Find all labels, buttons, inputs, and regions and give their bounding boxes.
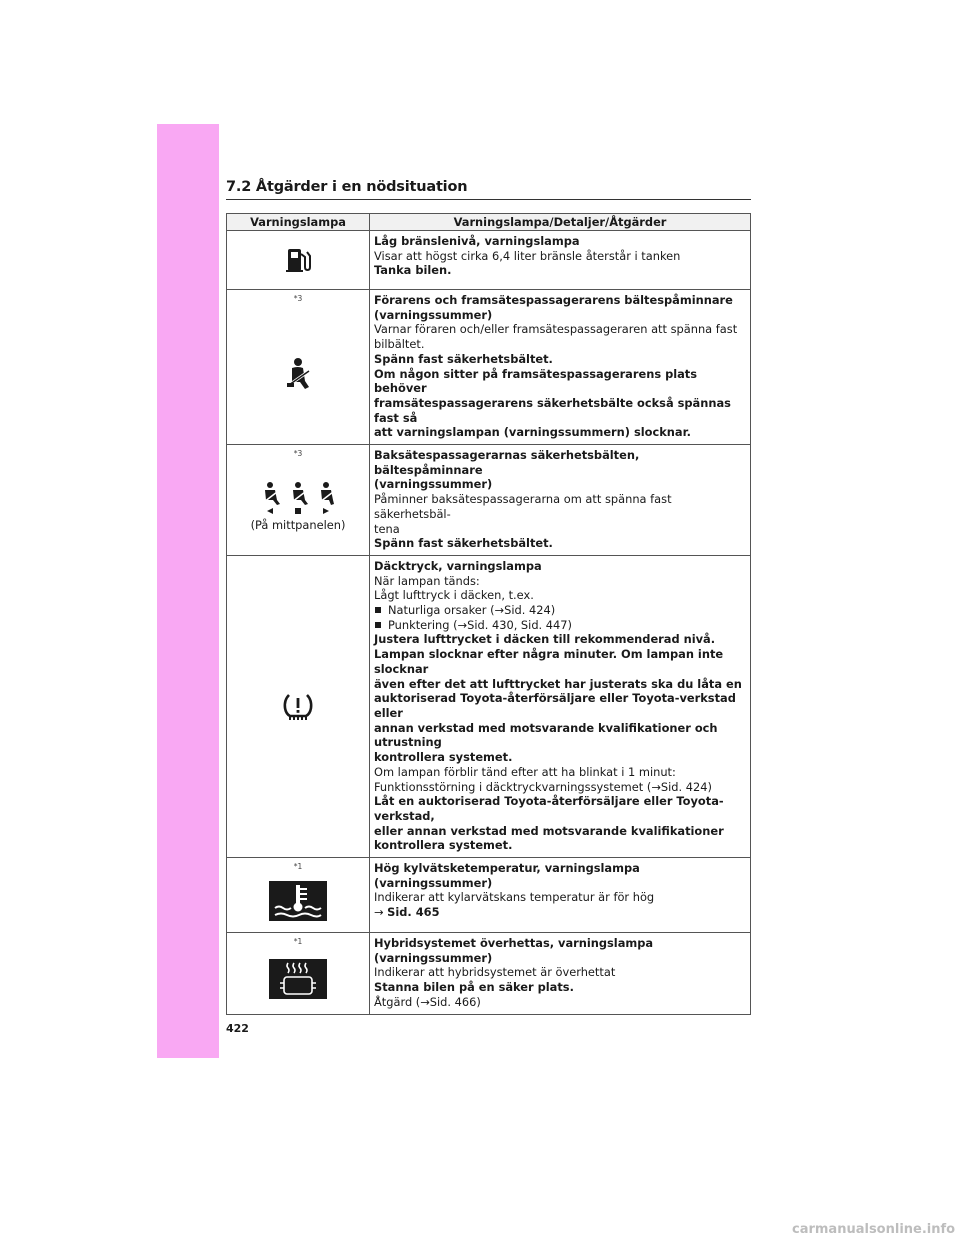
footnote-mark: *3 bbox=[293, 294, 303, 303]
row-text: Visar att högst cirka 6,4 liter bränsle återstår i tanken bbox=[374, 248, 681, 263]
row-text: Påminner baksätespassagerarna om att spänna fast säkerhetsbäl- bbox=[374, 492, 672, 521]
row-action: kontrollera systemet. bbox=[374, 838, 513, 853]
coolant-temperature-icon bbox=[269, 881, 327, 921]
row-title: Däcktryck, varningslampa bbox=[374, 558, 542, 573]
page-number: 422 bbox=[226, 1022, 249, 1035]
row-text: När lampan tänds: bbox=[374, 573, 480, 588]
row-action: Stanna bilen på en säker plats. bbox=[374, 980, 574, 995]
table-row bbox=[227, 231, 751, 290]
row-title: Förarens och framsätespassagerarens bältespåminnare bbox=[374, 293, 733, 307]
column-header-details: Varningslampa/Detaljer/Åtgärder bbox=[370, 214, 751, 231]
bullet-item: Punktering (→Sid. 430, Sid. 447) bbox=[374, 618, 746, 633]
watermark-text: carmanualsonline.info bbox=[792, 1222, 956, 1237]
row-text: bilbältet. bbox=[374, 337, 425, 352]
table-row bbox=[227, 290, 751, 445]
row-action: annan verkstad med motsvarande kvalifikationer och utrustning bbox=[374, 720, 718, 750]
row-text: Lågt lufttryck i däcken, t.ex. bbox=[374, 588, 534, 603]
fuel-pump-icon bbox=[283, 245, 313, 275]
section-title: 7.2 Åtgärder i en nödsituation bbox=[226, 179, 468, 195]
row-action: Justera lufttrycket i däcken till rekommenderad nivå. bbox=[374, 632, 716, 647]
icon-cell bbox=[227, 555, 370, 857]
table-row bbox=[227, 858, 751, 933]
row-text: Varnar föraren och/eller framsätespassageraren att spänna fast bbox=[374, 322, 738, 337]
table-header-row bbox=[227, 214, 751, 231]
bullet-item: Naturliga orsaker (→Sid. 424) bbox=[374, 603, 746, 618]
warning-lamp-table bbox=[226, 213, 751, 1015]
row-text: tena bbox=[374, 521, 400, 536]
details-cell bbox=[370, 445, 751, 556]
rear-seatbelt-icon bbox=[262, 481, 334, 515]
chapter-sidebar-tab bbox=[157, 124, 219, 1058]
row-title: (varningssummer) bbox=[374, 477, 493, 492]
details-cell bbox=[370, 858, 751, 933]
details-cell bbox=[370, 933, 751, 1015]
seatbelt-icon bbox=[283, 357, 313, 391]
row-action: framsätespassagerarens säkerhetsbälte också spännas fast så bbox=[374, 395, 731, 425]
footnote-mark: *3 bbox=[293, 449, 303, 459]
column-header-lamp: Varningslampa bbox=[227, 214, 370, 231]
details-cell bbox=[370, 555, 751, 857]
table-row bbox=[227, 445, 751, 556]
arrow-glyph: → bbox=[374, 905, 384, 920]
icon-cell bbox=[227, 933, 370, 1015]
row-text: Indikerar att hybridsystemet är överhettat bbox=[374, 965, 616, 980]
details-cell bbox=[370, 231, 751, 290]
hybrid-overheat-icon bbox=[269, 959, 327, 999]
row-text: Om lampan förblir tänd efter att ha blinkat i 1 minut: bbox=[374, 764, 676, 779]
row-action: Om någon sitter på framsätespassagerarens plats behöver bbox=[374, 366, 698, 396]
row-action: Låt en auktoriserad Toyota-återförsäljare eller Toyota-verkstad, bbox=[374, 794, 724, 823]
table-row bbox=[227, 933, 751, 1015]
row-action: Lampan slocknar efter några minuter. Om lampan inte slocknar bbox=[374, 647, 724, 676]
row-action: Spänn fast säkerhetsbältet. bbox=[374, 536, 553, 551]
row-action: Tanka bilen. bbox=[374, 263, 452, 278]
row-title: (varningssummer) bbox=[374, 307, 493, 322]
row-text: Åtgärd (→Sid. 466) bbox=[374, 994, 481, 1009]
row-reference bbox=[374, 905, 746, 920]
details-cell bbox=[370, 290, 751, 445]
row-action: auktoriserad Toyota-återförsäljare eller Toyota-verkstad eller bbox=[374, 691, 736, 720]
tire-pressure-icon bbox=[282, 690, 314, 722]
row-title: Hög kylvätsketemperatur, varningslampa (varningssummer) bbox=[374, 861, 640, 890]
row-text: Funktionsstörning i däcktryckvarningssystemet (→Sid. 424) bbox=[374, 779, 712, 794]
row-action: eller annan verkstad med motsvarande kvalifikationer bbox=[374, 823, 724, 838]
footnote-mark: *1 bbox=[293, 862, 303, 872]
row-action: kontrollera systemet. bbox=[374, 750, 513, 765]
row-action: att varningslampan (varningssummern) slocknar. bbox=[374, 425, 691, 440]
row-title: Låg bränslenivå, varningslampa bbox=[374, 234, 580, 248]
icon-cell bbox=[227, 290, 370, 445]
icon-cell bbox=[227, 445, 370, 556]
row-title: Baksätespassagerarnas säkerhetsbälten, bältespåminnare bbox=[374, 448, 640, 477]
row-action: även efter det att lufttrycket har justerats ska du låta en bbox=[374, 676, 742, 691]
title-divider bbox=[226, 199, 751, 200]
icon-cell bbox=[227, 231, 370, 290]
page-reference: Sid. 465 bbox=[387, 905, 440, 920]
row-action: Spänn fast säkerhetsbältet. bbox=[374, 351, 553, 366]
icon-cell bbox=[227, 858, 370, 933]
icon-caption: (På mittpanelen) bbox=[250, 518, 346, 533]
table-row bbox=[227, 555, 751, 857]
row-title: Hybridsystemet överhettas, varningslampa (varningssummer) bbox=[374, 936, 654, 965]
row-text: Indikerar att kylarvätskans temperatur är för hög bbox=[374, 890, 655, 905]
footnote-mark: *1 bbox=[293, 937, 303, 947]
